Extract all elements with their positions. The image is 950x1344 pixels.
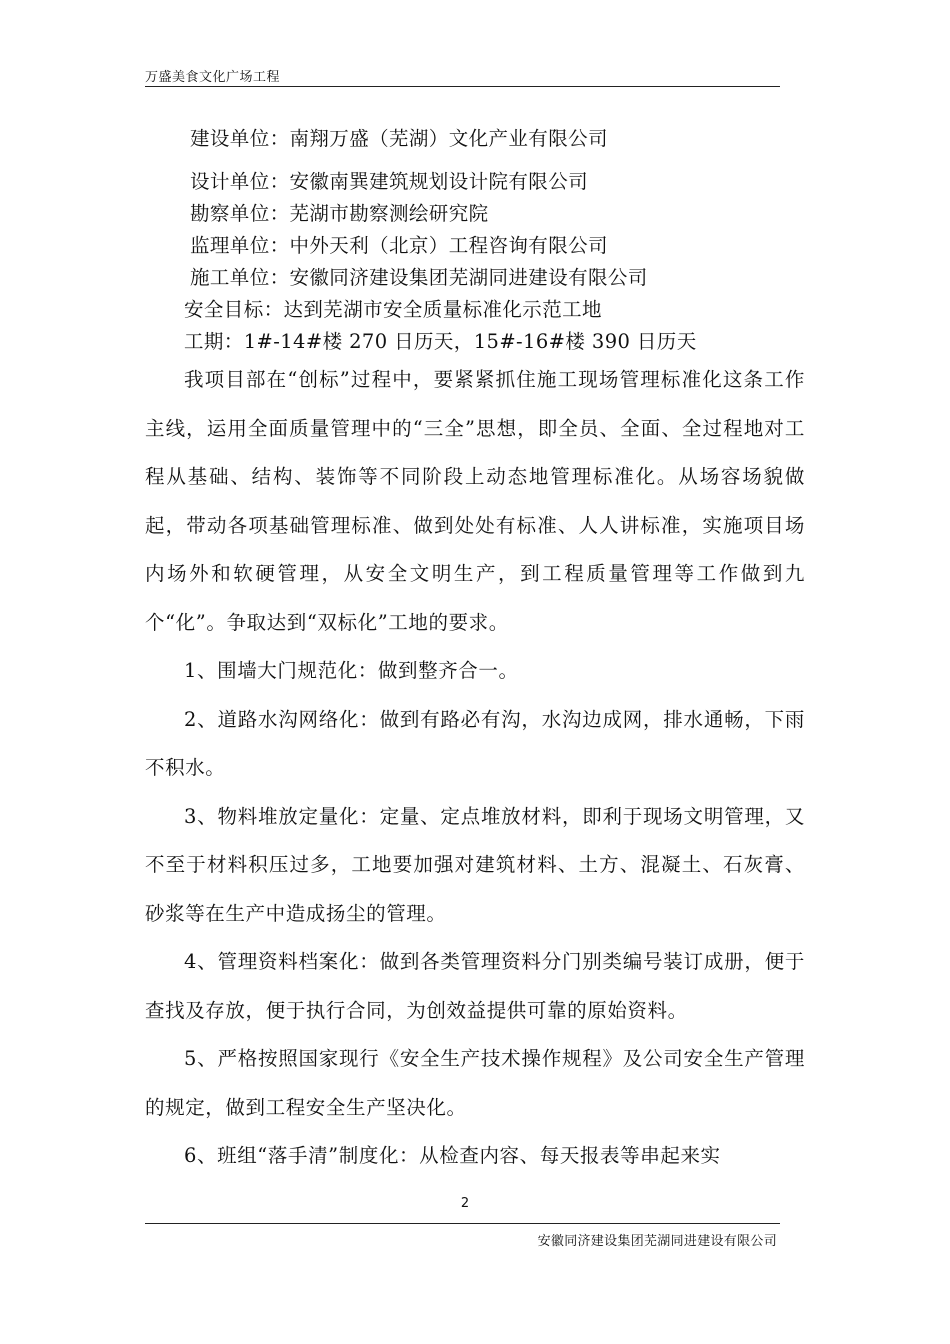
info-line-schedule: 工期：1#-14#楼 270 日历天，15#-16#楼 390 日历天	[184, 330, 697, 353]
info-line-survey: 勘察单位：芜湖市勘察测绘研究院	[190, 202, 489, 225]
footer-company: 安徽同济建设集团芜湖同进建设有限公司	[537, 1234, 777, 1249]
header-divider	[145, 86, 780, 87]
item-paragraph-1: 1、围墙大门规范化：做到整齐合一。	[184, 659, 519, 682]
item-paragraph-4: 4、管理资料档案化：做到各类管理资料分门别类编号装订成册，便于查找及存放，便于执行合同，为创效益提供可靠的原始资料。	[145, 950, 805, 1022]
item-paragraph-6: 6、班组“落手清”制度化：从检查内容、每天报表等串起来实	[184, 1144, 721, 1167]
page-number: 2	[460, 1196, 470, 1211]
page-header-title: 万盛美食文化广场工程	[145, 70, 281, 85]
info-line-supervisor: 监理单位：中外天利（北京）工程咨询有限公司	[190, 234, 608, 257]
footer-divider	[145, 1223, 780, 1224]
intro-paragraph: 我项目部在“创标”过程中，要紧紧抓住施工现场管理标准化这条工作主线，运用全面质量管理中的“三全”思想，即全员、全面、全过程地对工程从基础、结构、装饰等不同阶段上动态地管理标准化。从场容场貌做起，带动各项基础管理标准、做到处处有标准、人人讲标准，实施项目场内场外和软硬管理，从安全文明生产，到工程质量管理等工作做到九个“化”。争取达到“双标化”工地的要求。	[145, 368, 805, 634]
info-line-safety-goal: 安全目标：达到芜湖市安全质量标准化示范工地	[184, 298, 602, 321]
info-line-contractor: 施工单位：安徽同济建设集团芜湖同进建设有限公司	[190, 266, 648, 289]
item-paragraph-3: 3、物料堆放定量化：定量、定点堆放材料，即利于现场文明管理，又不至于材料积压过多，工地要加强对建筑材料、土方、混凝土、石灰膏、砂浆等在生产中造成扬尘的管理。	[145, 804, 805, 925]
item-paragraph-2: 2、道路水沟网络化：做到有路必有沟，水沟边成网，排水通畅，下雨不积水。	[145, 707, 805, 779]
info-line-designer: 设计单位：安徽南巽建筑规划设计院有限公司	[190, 170, 589, 193]
body-text	[145, 356, 805, 1181]
info-line-client: 建设单位：南翔万盛（芜湖）文化产业有限公司	[190, 127, 608, 150]
item-paragraph-5: 5、严格按照国家现行《安全生产技术操作规程》及公司安全生产管理的规定，做到工程安全生产坚决化。	[145, 1047, 805, 1119]
